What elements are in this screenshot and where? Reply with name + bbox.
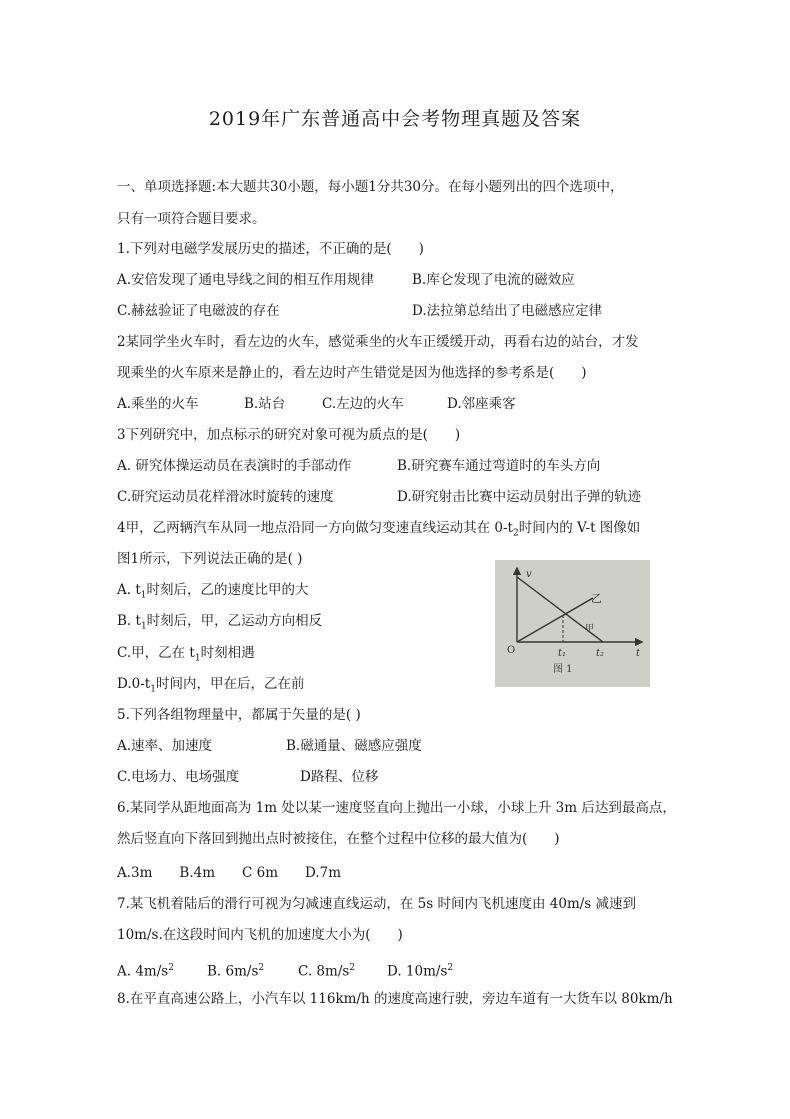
t-axis-label: t (636, 648, 641, 659)
q4-option-c-tail: 时刻相遇 (200, 645, 255, 661)
q3-option-a: A. 研究体操运动员在表演时的手部动作 (117, 458, 352, 474)
q4-option-d-tail: 时间内，甲在后，乙在前 (155, 676, 305, 692)
q7-option-b-text: B. 6m/s (207, 963, 259, 980)
q7-option-b-exp: 2 (258, 963, 265, 973)
q4-option-a (117, 581, 309, 605)
q4-option-b-sub: 1 (140, 621, 147, 632)
q3-option-b: B.研究赛车通过弯道时的车头方向 (397, 458, 601, 474)
q4-option-d-sub: 1 (150, 684, 156, 695)
t1-label: t₁ (558, 648, 567, 659)
q5-option-d: D路程、位移 (300, 769, 379, 785)
q4-option-a-text: A. t (117, 582, 141, 598)
q7-option-a (117, 959, 174, 981)
section-intro-line-2: 只有一项符合题目要求。 (117, 211, 266, 227)
yi-label: 乙 (591, 592, 602, 605)
q6-options: A.3m B.4m C 6m D.7m (117, 865, 342, 881)
q3-stem: 3下列研究中，加点标示的研究对象可视为质点的是( ) (117, 427, 461, 443)
q2-option-c: C.左边的火车 (322, 396, 404, 412)
origin-label: O (507, 645, 516, 656)
q6-stem-2: 然后竖直向下落回到抛出点时被接住，在整个过程中位移的最大值为( ) (117, 831, 560, 847)
q5-option-c: C.电场力、电场强度 (117, 769, 240, 785)
q4-option-c (117, 644, 255, 668)
q2-stem-1: 2某同学坐火车时，看左边的火车，感觉乘坐的火车正缓缓开动，再看右边的站台，才发 (117, 334, 639, 350)
q4-stem-2: 图1所示，下列说法正确的是( ) (117, 551, 303, 567)
q5-option-b: B.磁通量、磁感应强度 (286, 738, 422, 754)
q7-option-d-exp: 2 (447, 963, 454, 973)
q7-option-a-exp: 2 (168, 963, 174, 973)
jia-label: 甲 (585, 624, 595, 634)
q6-stem-1: 6.某同学从距地面高为 1m 处以某一速度竖直向上抛出一小球，小球上升 3m 后达到最高点， (117, 800, 676, 816)
line-yi (517, 598, 593, 642)
page-title: 2019年广东普通高中会考物理真题及答案 (208, 108, 582, 130)
q4-option-d-text: D.0-t (117, 676, 151, 692)
q2-option-b: B.站台 (244, 396, 286, 412)
q3-option-c: C.研究运动员花样滑冰时旋转的速度 (117, 489, 334, 505)
section-intro-line-1: 一、单项选择题:本大题共30小题，每小题1分共30分。在每小题列出的四个选项中， (117, 179, 624, 195)
q7-option-c-exp: 2 (349, 963, 356, 973)
q7-option-c-text: C. 8m/s (298, 963, 350, 980)
q4-option-b-text: B. t (117, 613, 141, 629)
q4-stem-1 (117, 519, 640, 543)
q1-option-c: C.赫兹验证了电磁波的存在 (117, 303, 280, 319)
q4-option-c-sub: 1 (194, 653, 201, 664)
q4-option-c-text: C.甲，乙在 t (117, 645, 195, 661)
q7-option-c (298, 959, 355, 981)
q1-option-d: D.法拉第总结出了电磁感应定律 (412, 303, 603, 319)
q2-option-d: D.邻座乘客 (447, 396, 516, 412)
figure-caption: 图 1 (553, 664, 573, 675)
q1-option-b: B.库仑发现了电流的磁效应 (412, 272, 575, 288)
q7-stem-2: 10m/s.在这段时间内飞机的加速度大小为( ) (117, 927, 403, 943)
q7-option-b (207, 959, 264, 981)
q4-option-b (117, 612, 322, 636)
vt-graph-figure (495, 560, 650, 687)
vt-graph (495, 560, 650, 687)
q2-option-a: A.乘坐的火车 (117, 396, 199, 412)
q8-stem-1: 8.在平直高速公路上，小汽车以 116km/h 的速度高速行驶，旁边车道有一大货车以 80km/h (117, 991, 673, 1007)
q7-stem-1: 7.某飞机着陆后的滑行可视为匀减速直线运动，在 5s 时间内飞机速度由 40m/s 减速到 (117, 896, 637, 912)
q7-option-d (387, 959, 453, 981)
q4-stem-1-tail: 时间内的 V-t 图像如 (518, 520, 641, 536)
q2-stem-2: 现乘坐的火车原来是静止的，看左边时产生错觉是因为他选择的参考系是( ) (117, 365, 587, 381)
q3-option-d: D.研究射击比赛中运动员射出子弹的轨迹 (397, 489, 642, 505)
q5-option-a: A.速率、加速度 (117, 738, 213, 754)
q7-option-a-text: A. 4m/s (117, 963, 169, 980)
q1-option-a: A.安倍发现了通电导线之间的相互作用规律 (117, 272, 375, 288)
q7-option-d-text: D. 10m/s (387, 963, 448, 980)
q4-option-b-tail: 时刻后，甲，乙运动方向相反 (146, 613, 323, 629)
q4-option-a-sub: 1 (140, 590, 147, 601)
q5-stem: 5.下列各组物理量中，都属于矢量的是( ) (117, 707, 361, 723)
q1-stem: 1.下列对电磁学发展历史的描述，不正确的是( ) (117, 241, 424, 257)
t2-label: t₂ (596, 648, 605, 659)
q4-option-d (117, 675, 304, 699)
v-axis-label: v (526, 569, 532, 580)
q4-stem-1-sub: 2 (512, 528, 519, 539)
q4-option-a-tail: 时刻后，乙的速度比甲的大 (146, 582, 309, 598)
q4-stem-1-text: 4甲，乙两辆汽车从同一地点沿同一方向做匀变速直线运动其在 0-t (117, 520, 513, 536)
